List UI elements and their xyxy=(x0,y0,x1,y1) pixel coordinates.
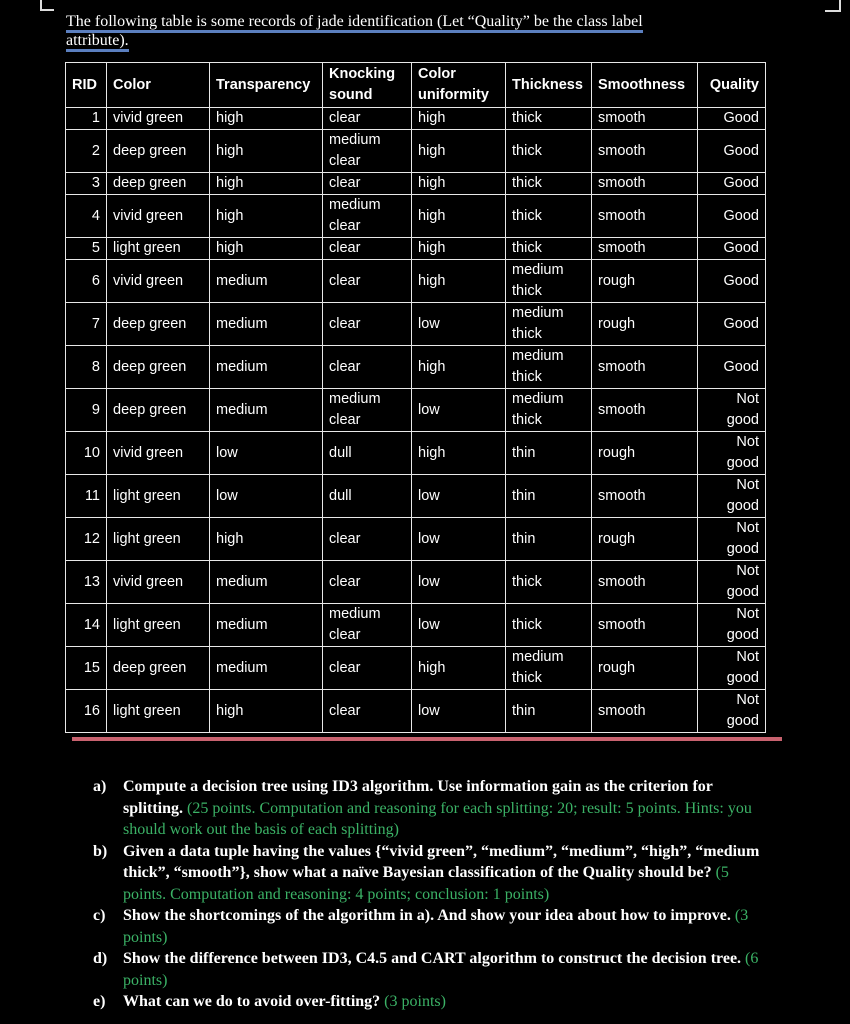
table-row xyxy=(66,303,766,346)
table-cell: thin xyxy=(506,518,592,561)
table-cell: low xyxy=(412,604,506,647)
table-cell: 16 xyxy=(66,690,107,733)
table-cell: 12 xyxy=(66,518,107,561)
table-cell: 1 xyxy=(66,108,107,130)
table-cell: high xyxy=(412,647,506,690)
question-points: (6 points) xyxy=(123,950,759,989)
table-cell: high xyxy=(412,346,506,389)
table-cell: Not good xyxy=(698,432,766,475)
table-cell: thin xyxy=(506,475,592,518)
table-cell: clear xyxy=(323,518,412,561)
table-cell: dull xyxy=(323,475,412,518)
question-points: (5 points. Computation and reasoning: 4 points; conclusion: 1 points) xyxy=(123,864,729,903)
table-cell: clear xyxy=(323,260,412,303)
table-row xyxy=(66,518,766,561)
question-a xyxy=(93,776,763,841)
table-cell: high xyxy=(210,108,323,130)
question-c xyxy=(93,905,763,948)
table-cell: medium xyxy=(210,604,323,647)
table-cell: high xyxy=(412,195,506,238)
table-cell: light green xyxy=(107,604,210,647)
table-cell: medium clear xyxy=(323,130,412,173)
question-letter: a) xyxy=(93,778,107,795)
table-row xyxy=(66,195,766,238)
question-text: What can we do to avoid over-fitting? xyxy=(123,993,381,1010)
question-e xyxy=(93,991,763,1013)
table-row xyxy=(66,260,766,303)
table-cell: high xyxy=(412,108,506,130)
table-cell: 3 xyxy=(66,173,107,195)
table-header-row xyxy=(66,63,766,108)
page-corner-mark-right xyxy=(825,0,841,12)
table-cell: smooth xyxy=(592,238,698,260)
table-cell: smooth xyxy=(592,173,698,195)
table-cell: medium xyxy=(210,561,323,604)
question-d xyxy=(93,948,763,991)
table-cell: rough xyxy=(592,432,698,475)
table-cell: medium clear xyxy=(323,195,412,238)
table-cell: clear xyxy=(323,561,412,604)
table-cell: 6 xyxy=(66,260,107,303)
table-cell: high xyxy=(210,690,323,733)
table-cell: Good xyxy=(698,130,766,173)
header-cell: RID xyxy=(66,63,107,108)
table-cell: thick xyxy=(506,108,592,130)
table-row xyxy=(66,647,766,690)
table-cell: high xyxy=(412,260,506,303)
table-cell: clear xyxy=(323,647,412,690)
table-cell: clear xyxy=(323,690,412,733)
table-cell: rough xyxy=(592,518,698,561)
table-cell: vivid green xyxy=(107,260,210,303)
table-cell: 10 xyxy=(66,432,107,475)
table-cell: high xyxy=(210,518,323,561)
table-cell: smooth xyxy=(592,561,698,604)
table-cell: Not good xyxy=(698,690,766,733)
table-cell: Good xyxy=(698,108,766,130)
question-letter: e) xyxy=(93,993,106,1010)
table-cell: rough xyxy=(592,260,698,303)
table-cell: low xyxy=(412,690,506,733)
table-cell: deep green xyxy=(107,647,210,690)
table-cell: smooth xyxy=(592,389,698,432)
question-letter: c) xyxy=(93,907,106,924)
table-cell: smooth xyxy=(592,690,698,733)
intro-text: The following table is some records of jade identification (Let “Quality” be the class label attribute). xyxy=(66,13,643,52)
table-cell: low xyxy=(210,475,323,518)
table-cell: smooth xyxy=(592,604,698,647)
table-row xyxy=(66,173,766,195)
table-cell: 4 xyxy=(66,195,107,238)
table-cell: light green xyxy=(107,518,210,561)
header-cell: Transparency xyxy=(210,63,323,108)
table-row xyxy=(66,130,766,173)
question-letter: d) xyxy=(93,950,108,967)
table-cell: Good xyxy=(698,238,766,260)
table-cell: Not good xyxy=(698,561,766,604)
table-row xyxy=(66,238,766,260)
table-cell: clear xyxy=(323,108,412,130)
question-points: (25 points. Computation and reasoning for each splitting: 20; result: 5 points. Hints: you should work out the basis of each splitting) xyxy=(123,799,752,838)
table-cell: medium clear xyxy=(323,389,412,432)
table-cell: light green xyxy=(107,238,210,260)
table-cell: clear xyxy=(323,303,412,346)
table-cell: thick xyxy=(506,173,592,195)
table-cell: smooth xyxy=(592,130,698,173)
table-cell: medium xyxy=(210,346,323,389)
table-body xyxy=(66,108,766,733)
table-row xyxy=(66,389,766,432)
table-cell: medium thick xyxy=(506,647,592,690)
table-cell: Good xyxy=(698,260,766,303)
table-cell: thick xyxy=(506,238,592,260)
intro-paragraph xyxy=(66,12,706,50)
table-cell: deep green xyxy=(107,303,210,346)
table-row xyxy=(66,432,766,475)
table-cell: medium xyxy=(210,303,323,346)
question-list xyxy=(93,776,763,1013)
table-cell: medium xyxy=(210,389,323,432)
table-cell: rough xyxy=(592,647,698,690)
table-cell: thin xyxy=(506,432,592,475)
table-cell: high xyxy=(412,238,506,260)
table-cell: thin xyxy=(506,690,592,733)
table-cell: dull xyxy=(323,432,412,475)
table-cell: Not good xyxy=(698,389,766,432)
table-cell: Not good xyxy=(698,475,766,518)
table-row xyxy=(66,108,766,130)
table-row xyxy=(66,346,766,389)
table-cell: 14 xyxy=(66,604,107,647)
table-cell: medium thick xyxy=(506,260,592,303)
table-cell: 2 xyxy=(66,130,107,173)
table-cell: thick xyxy=(506,561,592,604)
table-cell: clear xyxy=(323,238,412,260)
table-cell: deep green xyxy=(107,130,210,173)
table-row xyxy=(66,561,766,604)
table-cell: high xyxy=(210,173,323,195)
table-cell: low xyxy=(210,432,323,475)
table-cell: high xyxy=(210,238,323,260)
jade-table xyxy=(65,62,766,733)
table-cell: high xyxy=(210,130,323,173)
table-cell: Not good xyxy=(698,647,766,690)
header-cell: Knocking sound xyxy=(323,63,412,108)
table-cell: vivid green xyxy=(107,195,210,238)
table-cell: clear xyxy=(323,173,412,195)
table-cell: smooth xyxy=(592,195,698,238)
table-cell: deep green xyxy=(107,173,210,195)
question-letter: b) xyxy=(93,842,108,860)
table-cell: 9 xyxy=(66,389,107,432)
header-cell: Quality xyxy=(698,63,766,108)
red-underline-mark xyxy=(72,737,782,741)
table-cell: low xyxy=(412,475,506,518)
table-cell: medium thick xyxy=(506,389,592,432)
table-cell: low xyxy=(412,389,506,432)
table-cell: 7 xyxy=(66,303,107,346)
header-cell: Thickness xyxy=(506,63,592,108)
table-cell: rough xyxy=(592,303,698,346)
table-cell: vivid green xyxy=(107,432,210,475)
header-cell: Smoothness xyxy=(592,63,698,108)
table-cell: high xyxy=(412,432,506,475)
question-b xyxy=(93,841,763,906)
table-cell: high xyxy=(412,173,506,195)
table-cell: Good xyxy=(698,346,766,389)
table-cell: 11 xyxy=(66,475,107,518)
table-cell: medium xyxy=(210,647,323,690)
table-cell: medium xyxy=(210,260,323,303)
table-cell: light green xyxy=(107,690,210,733)
table-cell: vivid green xyxy=(107,108,210,130)
table-cell: smooth xyxy=(592,108,698,130)
table-cell: low xyxy=(412,561,506,604)
table-cell: medium clear xyxy=(323,604,412,647)
table-cell: high xyxy=(210,195,323,238)
page-corner-mark-left xyxy=(40,0,54,11)
table-cell: deep green xyxy=(107,346,210,389)
question-text: Show the difference between ID3, C4.5 and CART algorithm to construct the decision tree. xyxy=(123,950,742,967)
table-cell: thick xyxy=(506,195,592,238)
question-points: (3 points) xyxy=(123,907,749,946)
table-cell: 15 xyxy=(66,647,107,690)
table-cell: smooth xyxy=(592,346,698,389)
table-cell: low xyxy=(412,518,506,561)
table-cell: Not good xyxy=(698,604,766,647)
header-cell: Color xyxy=(107,63,210,108)
question-text: Compute a decision tree using ID3 algorithm. Use information gain as the criterion for splitting. xyxy=(123,778,713,817)
table-row xyxy=(66,475,766,518)
table-cell: 5 xyxy=(66,238,107,260)
table-cell: 13 xyxy=(66,561,107,604)
table-cell: vivid green xyxy=(107,561,210,604)
table-cell: thick xyxy=(506,604,592,647)
question-text: Given a data tuple having the values {“vivid green”, “medium”, “medium”, “high”, “medium thick”, “smooth”}, show what a naïve Bayesian classification of the Quality should be? xyxy=(123,842,760,881)
table-cell: smooth xyxy=(592,475,698,518)
question-points: (3 points) xyxy=(384,993,446,1010)
table-cell: Good xyxy=(698,195,766,238)
table-cell: medium thick xyxy=(506,303,592,346)
question-text: Show the shortcomings of the algorithm in a). And show your idea about how to improve. xyxy=(123,907,731,924)
table-row xyxy=(66,604,766,647)
table-cell: Good xyxy=(698,303,766,346)
table-cell: high xyxy=(412,130,506,173)
table-row xyxy=(66,690,766,733)
table-cell: Not good xyxy=(698,518,766,561)
table-cell: deep green xyxy=(107,389,210,432)
table-cell: 8 xyxy=(66,346,107,389)
header-cell: Color uniformity xyxy=(412,63,506,108)
table-cell: Good xyxy=(698,173,766,195)
table-cell: clear xyxy=(323,346,412,389)
table-cell: thick xyxy=(506,130,592,173)
table-cell: medium thick xyxy=(506,346,592,389)
table-cell: low xyxy=(412,303,506,346)
table-cell: light green xyxy=(107,475,210,518)
